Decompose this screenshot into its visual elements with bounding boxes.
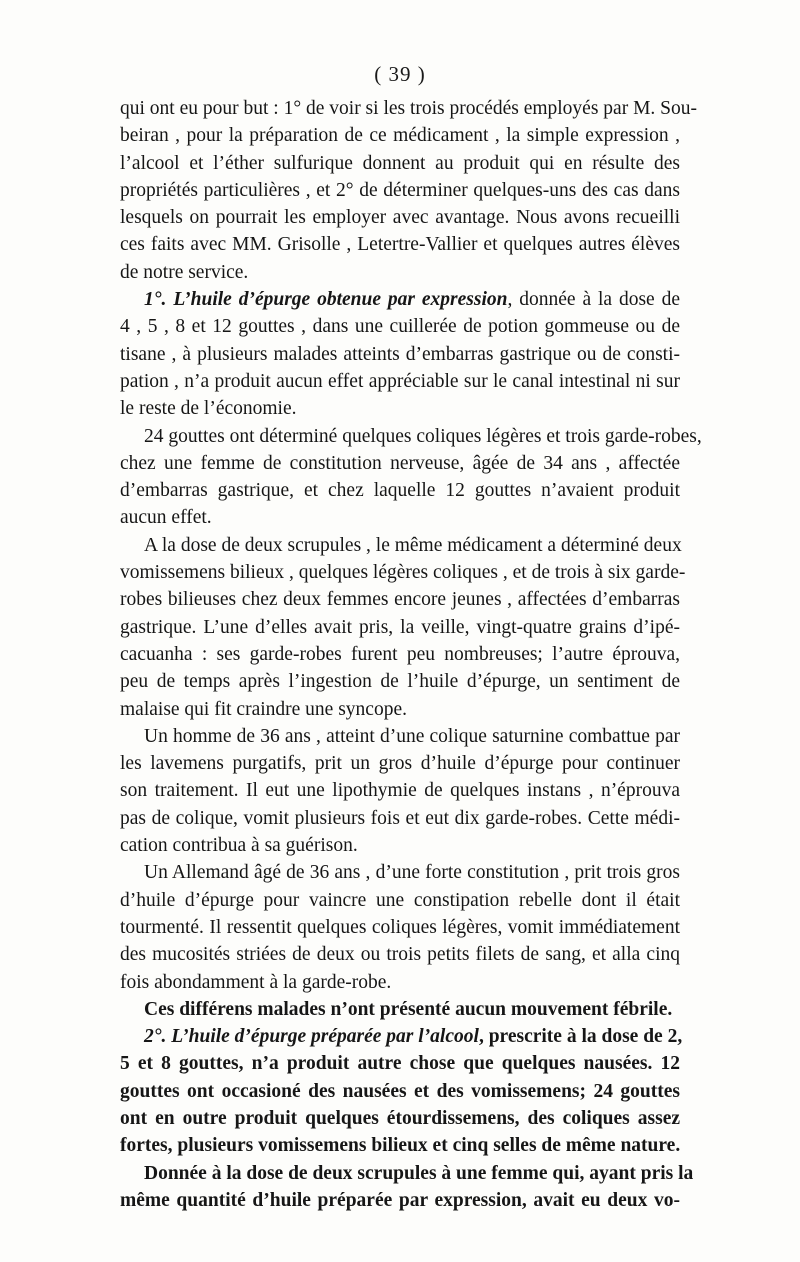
text-line: cation contribua à sa guérison. [120, 835, 358, 857]
text-line: propriétés particulières , et 2° de déterminer quelques-uns des cas dans [120, 179, 680, 201]
text-line: ces faits avec MM. Grisolle , Letertre-Vallier et quelques autres élèves [120, 234, 680, 256]
text-line: pas de colique, vomit plusieurs fois et eut dix garde-robes. Cette médi- [120, 807, 680, 829]
section-heading: 1°. L’huile d’épurge obtenue par expression [144, 289, 508, 311]
text-line: des mucosités striées de deux ou trois petits filets de sang, et alla cinq [120, 944, 680, 966]
text-line: lesquels on pourrait les employer avec avantage. Nous avons recueilli [120, 207, 680, 229]
text-line: gastrique. L’une d’elles avait pris, la veille, vingt-quatre grains d’ipé- [120, 616, 680, 638]
text-line [120, 1023, 683, 1050]
text-line: peu de temps après l’ingestion de l’huile d’épurge, un sentiment de [120, 671, 680, 693]
text-line: tisane , à plusieurs malades atteints d’embarras gastrique ou de consti- [120, 343, 680, 365]
text-line: malaise qui fit craindre une syncope. [120, 698, 407, 720]
text-line: les lavemens purgatifs, prit un gros d’huile d’épurge pour continuer [120, 753, 680, 775]
text-line: Un homme de 36 ans , atteint d’une colique saturnine combattue par [144, 725, 680, 747]
text-run: , prescrite à la dose de 2, [478, 1026, 683, 1048]
text-line: chez une femme de constitution nerveuse, âgée de 34 ans , affectée [120, 452, 680, 474]
text-line: 4 , 5 , 8 et 12 gouttes , dans une cuillerée de potion gommeuse ou de [120, 316, 680, 338]
text-line: d’embarras gastrique, et chez laquelle 12 gouttes n’avaient produit [120, 480, 680, 502]
text-line: même quantité d’huile préparée par expression, avait eu deux vo- [120, 1189, 680, 1211]
text-line: A la dose de deux scrupules , le même médicament a déterminé deux [144, 534, 682, 556]
text-line: Un Allemand âgé de 36 ans , d’une forte constitution , prit trois gros [144, 862, 680, 884]
text-line: son traitement. Il eut une lipothymie de quelques instans , n’éprouva [120, 780, 680, 802]
text-line: Ces différens malades n’ont présenté aucun mouvement fébrile. [144, 998, 673, 1020]
text-line: gouttes ont occasioné des nausées et des vomissemens; 24 gouttes [120, 1080, 680, 1102]
text-line [120, 286, 680, 313]
text-line: pation , n’a produit aucun effet appréciable sur le canal intestinal ni sur [120, 370, 680, 392]
text-line: tourmenté. Il ressentit quelques coliques légères, vomit immédiatement [120, 916, 680, 938]
text-line: cacuanha : ses garde-robes furent peu nombreuses; l’autre éprouva, [120, 643, 680, 665]
text-line: Donnée à la dose de deux scrupules à une femme qui, ayant pris la [144, 1162, 694, 1184]
text-line: fortes, plusieurs vomissemens bilieux et cinq selles de même nature. [120, 1135, 681, 1157]
body-text [120, 95, 702, 1214]
text-line: qui ont eu pour but : 1° de voir si les trois procédés employés par M. Sou- [120, 98, 698, 119]
text-line: vomissemens bilieux , quelques légères coliques , et de trois à six garde- [120, 562, 686, 584]
text-line: de notre service. [120, 261, 249, 283]
text-line: aucun effet. [120, 507, 212, 529]
page-number: ( 39 ) [374, 62, 426, 86]
text-line: d’huile d’épurge pour vaincre une constipation rebelle dont il était [120, 889, 680, 911]
section-heading: 2°. L’huile d’épurge préparée par l’alcool [144, 1026, 479, 1048]
text-line: fois abondamment à la garde-robe. [120, 971, 392, 993]
text-line: robes bilieuses chez deux femmes encore jeunes , affectées d’embarras [120, 589, 680, 611]
text-line: l’alcool et l’éther sulfurique donnent au produit qui en résulte des [120, 152, 680, 174]
text-line: ont en outre produit quelques étourdissemens, des coliques assez [120, 1107, 680, 1129]
text-line: le reste de l’économie. [120, 398, 297, 420]
text-line: beiran , pour la préparation de ce médicament , la simple expression , [120, 125, 680, 147]
text-line: 24 gouttes ont déterminé quelques coliques légères et trois garde-robes, [144, 425, 702, 447]
text-line: 5 et 8 gouttes, n’a produit autre chose que quelques nausées. 12 [120, 1053, 680, 1075]
text-run: , donnée à la dose de [507, 289, 681, 311]
